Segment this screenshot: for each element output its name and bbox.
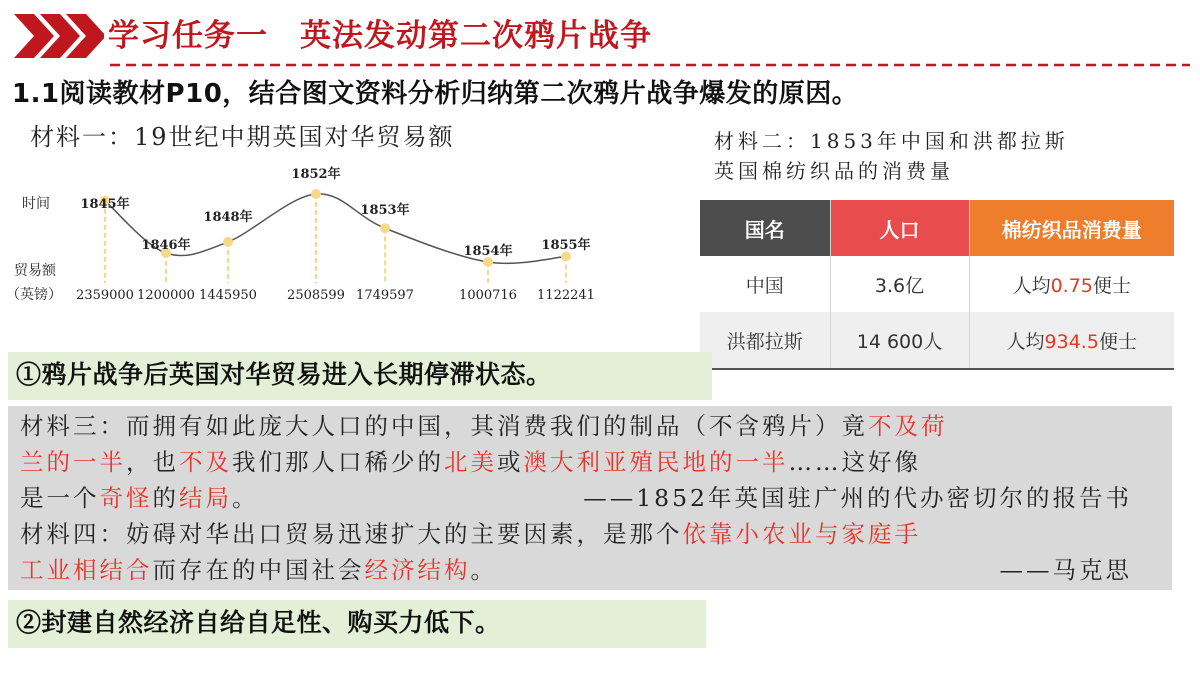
country-cell: 中国 [700,256,830,312]
value-label: 2508599 [287,288,345,303]
table-row [700,256,1174,312]
value-label: 1445950 [199,288,257,303]
material3-line2: 兰的一半，也不及我们那人口稀少的北美或澳大利亚殖民地的一半……这好像 [20,448,921,476]
material2-title-line2: 英国棉纺织品的消费量 [714,159,954,183]
material3-source: ——1852年英国驻广州的代办密切尔的报告书 [583,484,1132,512]
year-label: 1852年 [291,167,341,182]
chevron-arrows-icon [14,14,104,58]
material4-line1: 材料四：妨碍对华出口贸易迅速扩大的主要因素，是那个依靠小农业与家庭手 [20,520,921,548]
value-label: 1122241 [537,288,595,303]
data-point [380,223,390,233]
material1-title: 材料一：19世纪中期英国对华贸易额 [30,123,455,151]
value-label: 2359000 [76,288,134,303]
year-label: 1845年 [80,197,130,212]
data-point [311,189,321,199]
value-label: 1749597 [356,288,414,303]
consumption-cell: 人均934.5便士 [969,312,1174,369]
country-cell: 洪都拉斯 [700,312,830,369]
material2-title [714,126,1069,186]
value-label: 1200000 [137,288,195,303]
row-label-unit: （英镑） [6,287,62,303]
consumption-cell: 人均0.75便士 [969,256,1174,312]
year-label: 1853年 [360,203,410,218]
row-label-trade: 贸易额 [14,263,56,279]
header-divider [110,60,1190,70]
task-heading: 1.1阅读教材P10，结合图文资料分析归纳第二次鸦片战争爆发的原因。 [12,79,859,109]
value-label: 1000716 [459,288,517,303]
year-label: 1854年 [463,244,513,259]
data-point [223,237,233,247]
page-title: 学习任务一 英法发动第二次鸦片战争 [108,18,652,54]
year-label: 1855年 [541,238,591,253]
material4-source: ——马克思 [999,556,1132,584]
conclusion-2: ②封建自然经济自给自足性、购买力低下。 [8,600,706,648]
material3-4-box [8,406,1172,590]
population-cell: 3.6亿 [830,256,969,312]
material3-line3: 是一个奇怪的结局。 ——1852年英国驻广州的代办密切尔的报告书 [20,480,1152,516]
year-label: 1846年 [141,238,191,253]
header-country: 国名 [700,200,830,256]
material2-title-line1: 材料二：1853年中国和洪都拉斯 [714,129,1069,153]
data-point [561,252,571,262]
population-cell: 14 600人 [830,312,969,369]
material3-line1: 材料三：而拥有如此庞大人口的中国，其消费我们的制品（不含鸦片）竟不及荷 [20,412,948,440]
year-label: 1848年 [203,210,253,225]
row-label-time: 时间 [22,196,50,212]
header-population: 人口 [830,200,969,256]
header-consumption: 棉纺织品消费量 [969,200,1174,256]
conclusion-1: ①鸦片战争后英国对华贸易进入长期停滞状态。 [8,352,712,400]
table-row [700,312,1174,369]
material4-line2: 工业相结合而存在的中国社会经济结构。 ——马克思 [20,552,1152,588]
trade-line-chart [0,158,600,308]
cotton-consumption-table [700,200,1174,370]
